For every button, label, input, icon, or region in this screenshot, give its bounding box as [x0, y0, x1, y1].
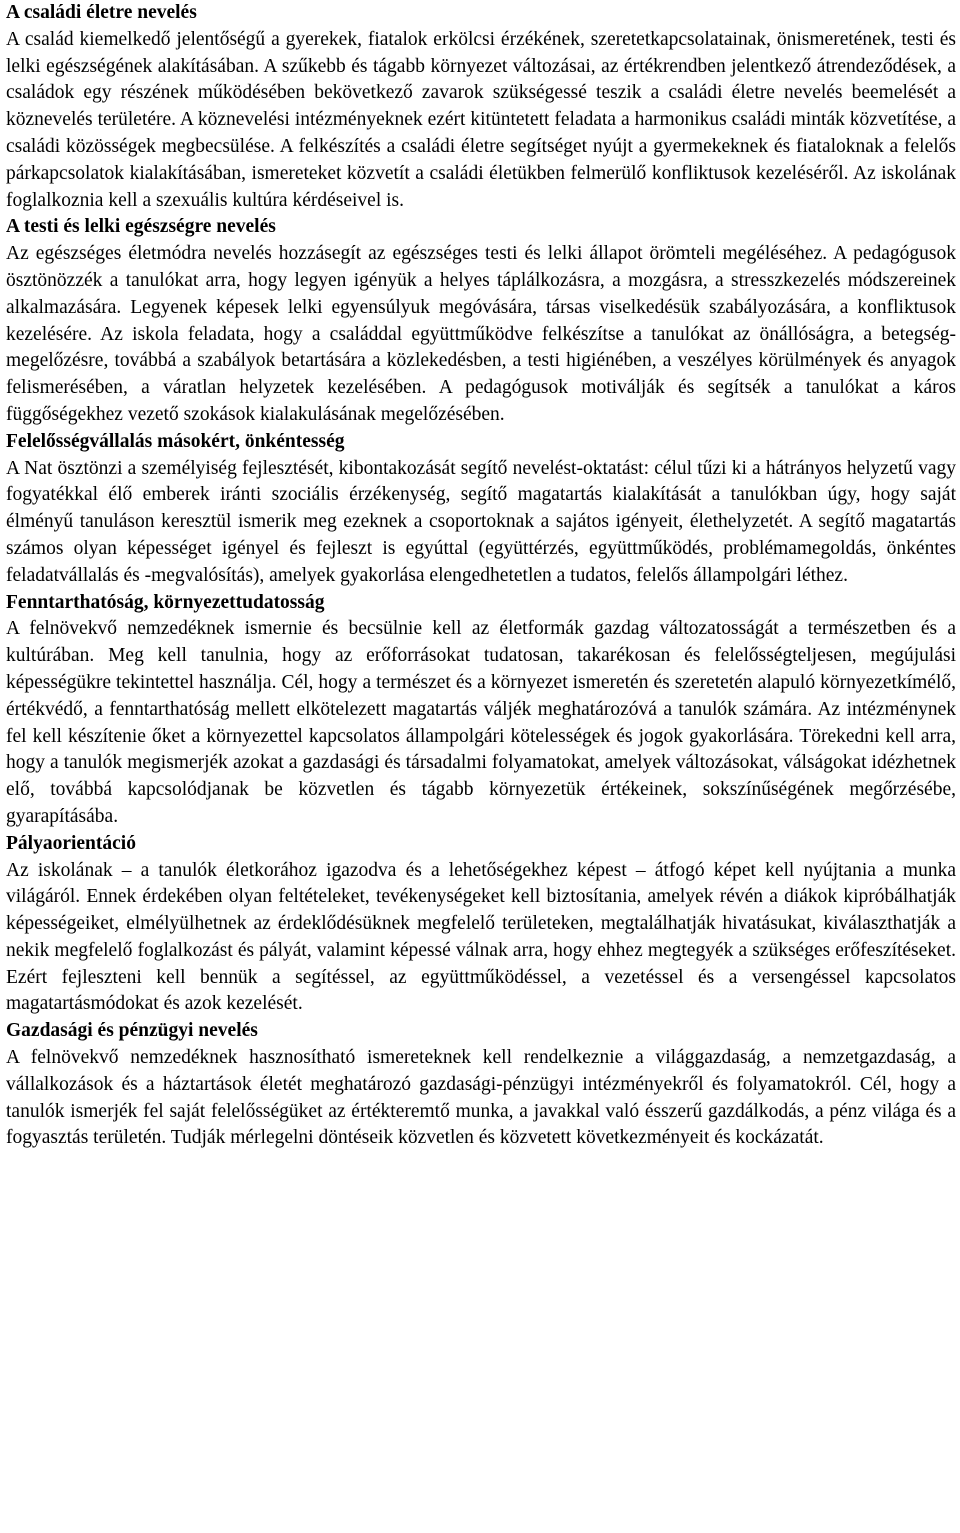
- section-heading: Pályaorientáció: [6, 832, 136, 854]
- section-family-education: [6, 0, 956, 214]
- section-health-education: [6, 214, 956, 428]
- section-heading: Gazdasági és pénzügyi nevelés: [6, 1020, 258, 1042]
- section-financial-education: [6, 1018, 956, 1152]
- section-heading: Felelősségvállalás másokért, önkéntesség: [6, 430, 345, 452]
- section-sustainability: [6, 590, 956, 831]
- section-paragraph: A család kiemelkedő jelentőségű a gyerekek, fiatalok erkölcsi érzékének, szeretetkapcsolatainak, önismeretének, testi és lelki egészségének alakításában. A szűkebb és tágabb környezet változásai, az értékrendben jelentkező átrendeződések, a családok egy részének működésében bekövetkező zavarok szükségessé teszik a családi életre nevelés beemelését a köznevelés területére. A köznevelési intézményeknek ezért kitüntetett feladata a harmonikus családi minták közvetítése, a családi közösségek megbecsülése. A felkészítés a családi életre segítséget nyújt a gyermekeknek és fiataloknak a felelős párkapcsolatok kialakításában, ismereteket közvetít a családi életükben felmerülő konfliktusok kezeléséről. Az iskolának foglalkoznia kell a szexuális kultúra kérdéseivel is.: [6, 28, 956, 211]
- section-paragraph: Az iskolának – a tanulók életkorához igazodva és a lehetőségekhez képest – átfogó képet kell nyújtania a munka világáról. Ennek érdekében olyan feltételeket, tevékenységeket kell biztosítania, amelyek révén a diákok kipróbálhatják képességeiket, elmélyülhetnek az érdeklődésüknek megfelelő területeken, megtalálhatják hivatásukat, kiválaszthatják a nekik megfelelő foglalkozást és pályát, valamint képessé válnak arra, hogy ehhez megtegyék a szükséges erőfeszítéseket. Ezért fejleszteni kell bennük a segítéssel, az együttműködéssel, a vezetéssel és a versengéssel kapcsolatos magatartásmódokat és azok kezelését.: [6, 859, 956, 1015]
- section-heading: A családi életre nevelés: [6, 2, 197, 23]
- section-heading: Fenntarthatóság, környezettudatosság: [6, 591, 325, 613]
- section-paragraph: Az egészséges életmódra nevelés hozzásegít az egészséges testi és lelki állapot örömteli megéléséhez. A pedagógusok ösztönözzék a tanulókat arra, hogy legyen igényük a helyes táplálkozásra, a mozgásra, a stresszkezelés módszereinek alkalmazására. Legyenek képesek lelki egyensúlyuk megóvására, társas viselkedésük szabályozására, a konfliktusok kezelésére. Az iskola feladata, hogy a családdal együttműködve felkészítse a tanulókat az önállóságra, a betegség-megelőzésre, továbbá a szabályok betartására a közlekedésben, a testi higiénében, a veszélyes körülmények és anyagok felismerésében, a váratlan helyzetek kezelésében. A pedagógusok motiválják és segítsék a tanulókat a káros függőségekhez vezető szokások kialakulásának megelőzésében.: [6, 243, 956, 425]
- section-heading: A testi és lelki egészségre nevelés: [6, 216, 276, 238]
- section-career-orientation: [6, 831, 956, 1019]
- section-paragraph: A felnövekvő nemzedéknek hasznosítható ismereteknek kell rendelkeznie a világgazdaság, a nemzetgazdaság, a vállalkozások és a háztartások életét meghatározó gazdasági-pénzügyi intézményekről és folyamatokról. Cél, hogy a tanulók ismerjék fel saját felelősségüket az értékteremtő munka, a javakkal való ésszerű gazdálkodás, a pénz világa és a fogyasztás területén. Tudják mérlegelni döntéseik közvetlen és közvetett következményeit és kockázatát.: [6, 1047, 956, 1149]
- section-responsibility-volunteering: [6, 429, 956, 590]
- section-paragraph: A Nat ösztönzi a személyiség fejlesztését, kibontakozását segítő nevelést-oktatást: célul tűzi ki a hátrányos helyzetű vagy fogyatékkal élő emberek iránti szociális érzékenység, segítő magatartás kialakítását a tanulókban úgy, hogy saját élményű tanuláson keresztül ismerik meg ezeknek a csoportoknak a sajátos igényeit, élethelyzetét. A segítő magatartás számos olyan képességet igényel és fejleszt is egyúttal (együttérzés, együttműködés, problémamegoldás, önkéntes feladatvállalás és -megvalósítás), amelyek gyakorlása elengedhetetlen a tudatos, felelős állampolgári léthez.: [6, 457, 956, 586]
- section-paragraph: A felnövekvő nemzedéknek ismernie és becsülnie kell az életformák gazdag változatosságát a természetben és a kultúrában. Meg kell tanulnia, hogy az erőforrásokat tudatosan, takarékosan és felelősségteljesen, megújulási képességükre tekintettel használja. Cél, hogy a természet és a környezet ismeretén és szeretetén alapuló környezetkímélő, értékvédő, a fenntarthatóság mellett elkötelezett magatartás váljék meghatározóvá a tanulók számára. Az intézménynek fel kell készítenie őket a környezettel kapcsolatos állampolgári kötelességek és jogok gyakorlására. Törekedni kell arra, hogy a tanulók megismerjék azokat a gazdasági és társadalmi folyamatokat, amelyek változásokat, válságokat idézhetnek elő, továbbá kapcsolódjanak be közvetlen és tágabb környezetük értékeinek, sokszínűségének megőrzésébe, gyarapításába.: [6, 618, 956, 827]
